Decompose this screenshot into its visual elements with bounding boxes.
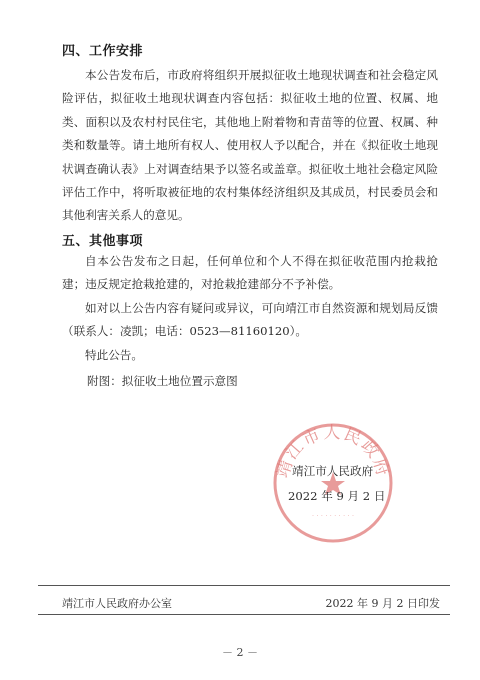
section-5-text-2: 如对以上公告内容有疑问或异议，可向靖江市自然资源和规划局反馈（联系人：凌凯；电话：0523—81160120）。: [62, 300, 438, 339]
attachment-note: 附图：拟征收土地位置示意图: [87, 374, 238, 388]
footer-office: 靖江市人民政府办公室: [62, 597, 172, 610]
official-seal: [270, 420, 396, 546]
svg-text:· · · · · · · · · ·: · · · · · · · · · ·: [311, 512, 355, 520]
footer-top-rule: [38, 585, 450, 586]
seal-text: 靖江市人民政府: [272, 423, 394, 481]
section-5-heading: 五、其他事项: [62, 234, 144, 249]
issuer-name: 靖江市人民政府: [292, 464, 374, 478]
section-5-text-1: 自本公告发布之日起，任何单位和个人不得在拟征收范围内抢栽抢建；违反规定抢栽抢建的，对抢栽抢建部分不予补偿。: [62, 254, 438, 292]
section-4-paragraph: [62, 64, 438, 228]
section-5-paragraphs: [62, 250, 438, 367]
section-4-text: 本公告发布后，市政府将组织开展拟征收土地现状调查和社会稳定风险评估，拟征收土地现状调查内容包括：拟征收土地的位置、权属、地类、面积以及农村村民住宅，其他地上附着物和青苗等的位置、权属、种类和数量等。请土地所有权人、使用权人予以配合，并在《拟征收土地现状调查确认表》上对调查结果予以签名或盖章。拟征收土地社会稳定风险评估工作中，将听取被征地的农村集体经济组织及其成员，村民委员会和其他利害关系人的意见。: [62, 68, 438, 223]
section-4-heading: 四、工作安排: [62, 44, 144, 59]
footer-print-date: 2022 年 9 月 2 日印发: [325, 597, 440, 610]
issue-date: 2022 年 9 月 2 日: [288, 489, 386, 503]
closing-text: 特此公告。: [85, 347, 143, 362]
page-number: － 2 －: [222, 646, 258, 659]
footer-bottom-rule: [38, 614, 450, 615]
